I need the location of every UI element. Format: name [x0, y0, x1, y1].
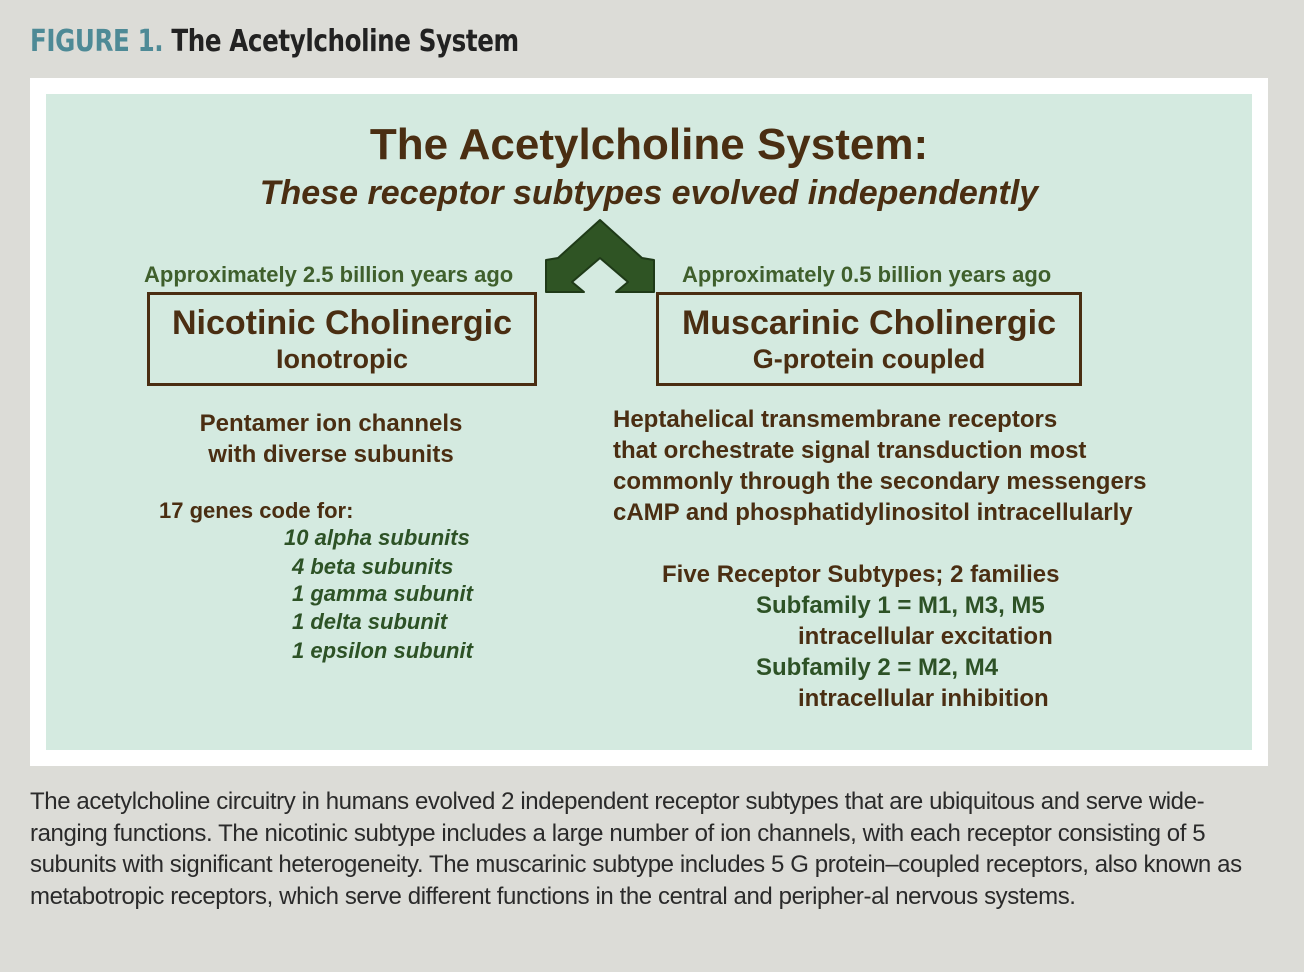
subtypes-title: Five Receptor Subtypes; 2 families	[662, 561, 1060, 588]
muscarinic-desc-line-1: Heptahelical transmembrane receptors	[613, 406, 1058, 433]
figure-label: FIGURE 1.	[30, 24, 164, 59]
muscarinic-desc-line-3: commonly through the secondary messengers	[613, 468, 1147, 495]
figure-header	[30, 24, 519, 59]
subfamily-1-effect: intracellular excitation	[798, 623, 1053, 650]
subfamily-2-effect: intracellular inhibition	[798, 685, 1049, 712]
figure-caption: The acetylcholine circuitry in humans evolved 2 independent receptor subtypes that are ubiquitous and serve wide-ranging functions. The nicotinic subtype includes a large number of ion channels, with each receptor consisting of 5 subunits with significant heterogeneity. The muscarinic subtype includes 5 G protein–coupled receptors, also known as metabotropic receptors, which serve different functions in the central and peripher-al nervous systems.	[30, 788, 1242, 910]
subfamily-1: Subfamily 1 = M1, M3, M5	[756, 592, 1045, 619]
gene-item-delta: 1 delta subunit	[292, 609, 448, 634]
split-arrow-icon	[544, 218, 664, 298]
muscarinic-type: G-protein coupled	[752, 344, 986, 374]
genes-title: 17 genes code for:	[159, 498, 354, 523]
diagram-subtitle: These receptor subtypes evolved independently	[259, 174, 1039, 212]
subfamily-2: Subfamily 2 = M2, M4	[756, 654, 999, 681]
nicotinic-desc-line-2: with diverse subunits	[208, 441, 454, 468]
muscarinic-description	[613, 404, 1146, 528]
muscarinic-name: Muscarinic Cholinergic	[681, 304, 1057, 342]
muscarinic-era: Approximately 0.5 billion years ago	[682, 262, 1052, 287]
gene-item-gamma: 1 gamma subunit	[292, 581, 473, 606]
figure-title: The Acetylcholine System	[171, 24, 519, 59]
nicotinic-name: Nicotinic Cholinergic	[171, 304, 513, 342]
gene-item-epsilon: 1 epsilon subunit	[292, 638, 473, 663]
nicotinic-desc-line-1: Pentamer ion channels	[199, 410, 463, 437]
nicotinic-description	[151, 408, 511, 470]
muscarinic-desc-line-4: cAMP and phosphatidylinositol intracellularly	[613, 499, 1133, 526]
muscarinic-box	[656, 292, 1082, 386]
gene-item-beta: 4 beta subunits	[292, 554, 454, 579]
nicotinic-type: Ionotropic	[276, 344, 408, 374]
nicotinic-box	[147, 292, 537, 386]
diagram-title: The Acetylcholine System:	[369, 120, 929, 169]
nicotinic-era: Approximately 2.5 billion years ago	[144, 262, 514, 287]
muscarinic-desc-line-2: that orchestrate signal transduction most	[613, 437, 1087, 464]
gene-item-alpha: 10 alpha subunits	[284, 525, 470, 550]
diagram-panel	[46, 94, 1252, 750]
